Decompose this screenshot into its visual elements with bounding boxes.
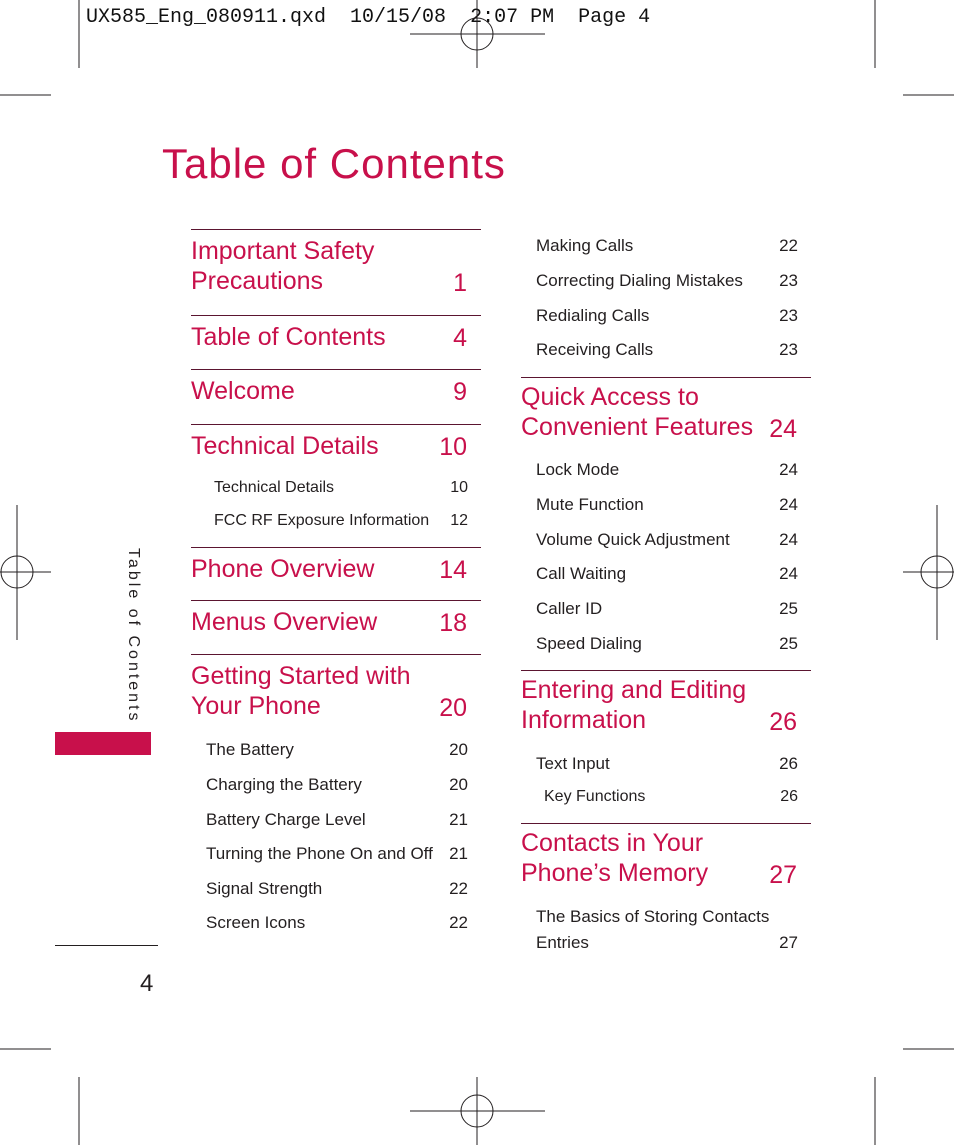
toc-item[interactable] <box>206 913 468 935</box>
toc-item[interactable] <box>536 495 798 517</box>
toc-item[interactable] <box>536 530 798 552</box>
toc-section-getting-started[interactable] <box>191 654 481 723</box>
print-header: UX585_Eng_080911.qxd 10/15/08 2:07 PM Page 4 <box>86 6 651 29</box>
toc-item[interactable] <box>536 340 798 362</box>
section-title: Phone Overview <box>191 555 375 583</box>
item-page: 23 <box>779 306 798 325</box>
item-label: Technical Details <box>214 479 335 496</box>
item-page: 24 <box>779 495 798 514</box>
toc-item[interactable] <box>214 479 468 501</box>
item-label: Signal Strength <box>206 879 323 898</box>
toc-section-entering-editing[interactable] <box>521 670 811 737</box>
item-page: 22 <box>779 236 798 255</box>
item-label: Lock Mode <box>536 460 620 479</box>
section-title: Table of Contents <box>191 323 386 351</box>
section-page-number: 18 <box>439 609 467 637</box>
item-label: Speed Dialing <box>536 634 642 653</box>
item-label: Key Functions <box>544 788 646 805</box>
page-title: Table of Contents <box>162 140 506 187</box>
section-title-line2: Information <box>521 706 647 734</box>
page-number: 4 <box>140 970 154 997</box>
item-page: 24 <box>779 564 798 583</box>
toc-item[interactable] <box>206 879 468 901</box>
item-label: Receiving Calls <box>536 340 654 359</box>
item-label: Volume Quick Adjustment <box>536 530 730 549</box>
item-page: 25 <box>779 599 798 618</box>
section-page-number: 27 <box>769 861 797 889</box>
item-label-line2: Entries <box>536 933 589 952</box>
toc-section-contents[interactable] <box>191 315 481 356</box>
footer-rule <box>55 945 158 946</box>
toc-item[interactable] <box>536 306 798 328</box>
section-title-line1: Entering and Editing <box>521 676 747 704</box>
toc-item[interactable] <box>536 634 798 656</box>
item-page: 22 <box>449 913 468 932</box>
section-title: Welcome <box>191 377 295 405</box>
side-tab-marker <box>55 732 151 755</box>
section-page-number: 4 <box>453 324 467 352</box>
toc-item[interactable] <box>206 740 468 762</box>
toc-item[interactable] <box>536 599 798 621</box>
toc-item[interactable] <box>214 512 468 534</box>
item-page: 10 <box>450 479 468 496</box>
item-label: Call Waiting <box>536 564 627 583</box>
section-title-line1: Getting Started with <box>191 662 411 690</box>
item-label: Redialing Calls <box>536 306 650 325</box>
section-page-number: 10 <box>439 433 467 461</box>
toc-item[interactable] <box>536 271 798 293</box>
section-title: Technical Details <box>191 432 379 460</box>
section-title: Menus Overview <box>191 608 378 636</box>
toc-item[interactable] <box>536 460 798 482</box>
item-label: Making Calls <box>536 236 634 255</box>
toc-section-technical[interactable] <box>191 424 481 465</box>
section-title-line1: Contacts in Your <box>521 829 704 857</box>
toc-section-menus-overview[interactable] <box>191 600 481 641</box>
item-page: 20 <box>449 775 468 794</box>
item-page: 20 <box>449 740 468 759</box>
section-page-number: 24 <box>769 415 797 443</box>
section-title-line2: Phone’s Memory <box>521 859 709 887</box>
section-title-line2: Convenient Features <box>521 413 754 441</box>
item-label: Screen Icons <box>206 913 306 932</box>
section-title-line2: Your Phone <box>191 692 321 720</box>
section-page-number: 1 <box>453 269 467 297</box>
item-page: 26 <box>779 754 798 773</box>
item-label: FCC RF Exposure Information <box>214 512 430 529</box>
item-label: Charging the Battery <box>206 775 362 794</box>
toc-section-phone-overview[interactable] <box>191 547 481 588</box>
toc-section-contacts[interactable] <box>521 823 811 890</box>
toc-item[interactable] <box>536 236 798 258</box>
item-page: 12 <box>450 512 468 529</box>
item-page: 27 <box>779 933 798 952</box>
item-label: Correcting Dialing Mistakes <box>536 271 743 290</box>
item-page: 23 <box>779 271 798 290</box>
item-label: Caller ID <box>536 599 603 618</box>
item-page: 22 <box>449 879 468 898</box>
item-label: Turning the Phone On and Off <box>206 844 433 863</box>
item-label: The Battery <box>206 740 294 759</box>
item-page: 23 <box>779 340 798 359</box>
toc-item[interactable] <box>536 564 798 586</box>
toc-section-safety[interactable] <box>191 229 481 298</box>
toc-item[interactable] <box>536 907 798 955</box>
item-page: 26 <box>780 788 798 805</box>
section-title-line2: Precautions <box>191 267 324 295</box>
toc-item[interactable] <box>536 754 798 776</box>
section-page-number: 26 <box>769 708 797 736</box>
section-page-number: 9 <box>453 378 467 406</box>
item-label: Mute Function <box>536 495 644 514</box>
item-label-line1: The Basics of Storing Contacts <box>536 907 770 926</box>
section-title-line1: Important Safety <box>191 237 375 265</box>
item-page: 25 <box>779 634 798 653</box>
toc-section-quick-access[interactable] <box>521 377 811 444</box>
side-tab-label: Table of Contents <box>125 548 142 724</box>
item-page: 21 <box>449 810 468 829</box>
item-label: Text Input <box>536 754 610 773</box>
toc-item[interactable] <box>206 810 468 832</box>
section-page-number: 14 <box>439 556 467 584</box>
item-label: Battery Charge Level <box>206 810 366 829</box>
section-page-number: 20 <box>439 694 467 722</box>
toc-item[interactable] <box>206 775 468 797</box>
item-page: 24 <box>779 530 798 549</box>
toc-item[interactable] <box>544 788 798 810</box>
toc-item[interactable] <box>206 844 468 866</box>
item-page: 24 <box>779 460 798 479</box>
toc-section-welcome[interactable] <box>191 369 481 410</box>
item-page: 21 <box>449 844 468 863</box>
section-title-line1: Quick Access to <box>521 383 699 411</box>
